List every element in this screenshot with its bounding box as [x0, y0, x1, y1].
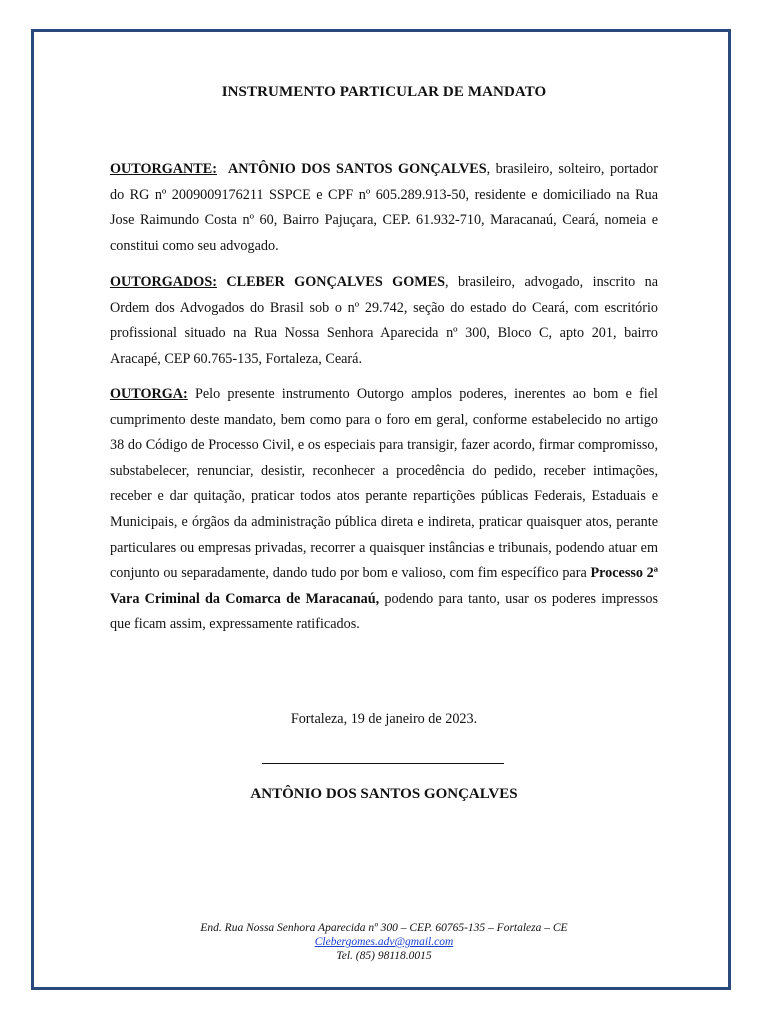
- outorga-text-end: podendo para tanto, usar os poderes impressos que ficam assim, expressamente ratificados.: [110, 590, 658, 633]
- outorga-text: Pelo presente instrumento Outorgo amplos poderes, inerentes ao bom e fiel cumprimento deste mandato, bem como para o foro em geral, conforme estabelecido no artigo 38 do Código de Processo Civil, e os especiais para transigir, fazer acordo, firmar compromisso, substabelecer, renunciar, desistir, reconhecer a procedência do pedido, receber intimações, receber e dar quitação, praticar todos atos perante repartições públicas Federais, Estaduais e Municipais, e órgãos da administração pública direta e indireta, praticar quaisquer atos, perante particulares ou empresas privadas, recorrer a quaisquer instâncias e tribunais, podendo atuar em conjunto ou separadamente, dando tudo por bom e valioso, com fim específico para: [110, 386, 658, 582]
- outorgante-name: ANTÔNIO DOS SANTOS GONÇALVES: [228, 161, 487, 177]
- footer-address: End. Rua Nossa Senhora Aparecida nº 300 – CEP. 60765-135 – Fortaleza – CE: [200, 922, 568, 934]
- signature-name: ANTÔNIO DOS SANTOS GONÇALVES: [250, 786, 518, 802]
- outorgante-label: OUTORGANTE:: [110, 161, 217, 177]
- footer-email-link[interactable]: Clebergomes.adv@gmail.com: [314, 936, 454, 948]
- outorgados-label: OUTORGADOS:: [110, 274, 217, 290]
- date-line: Fortaleza, 19 de janeiro de 2023.: [290, 711, 478, 727]
- footer: [0, 921, 768, 963]
- outorgados-text: , brasileiro, advogado, inscrito na Ordem dos Advogados do Brasil sob o nº 29.742, seção do estado do Ceará, com escritório profissional situado na Rua Nossa Senhora Aparecida nº 300, Bloco C, apto 201, bairro Aracapé, CEP 60.765-135, Fortaleza, Ceará.: [110, 274, 658, 367]
- process-reference: Processo 2ª Vara Criminal da Comarca de Maracanaú,: [110, 565, 658, 607]
- outorga-paragraph: [110, 382, 658, 638]
- document-title: INSTRUMENTO PARTICULAR DE MANDATO: [221, 84, 547, 100]
- footer-phone: Tel. (85) 98118.0015: [336, 950, 432, 962]
- outorgados-name: CLEBER GONÇALVES GOMES: [226, 274, 445, 290]
- outorgados-paragraph: [110, 270, 658, 372]
- signature-line: [262, 763, 504, 764]
- outorgante-paragraph: [110, 157, 658, 259]
- outorga-label: OUTORGA:: [110, 386, 188, 402]
- outorgante-text: , brasileiro, solteiro, portador do RG nº 2009009176211 SSPCE e CPF nº 605.289.913-50, residente e domiciliado na Rua Jose Raimundo Costa nº 60, Bairro Pajuçara, CEP. 61.932-710, Maracanaú, Ceará, nomeia e constitui como seu advogado.: [110, 161, 659, 254]
